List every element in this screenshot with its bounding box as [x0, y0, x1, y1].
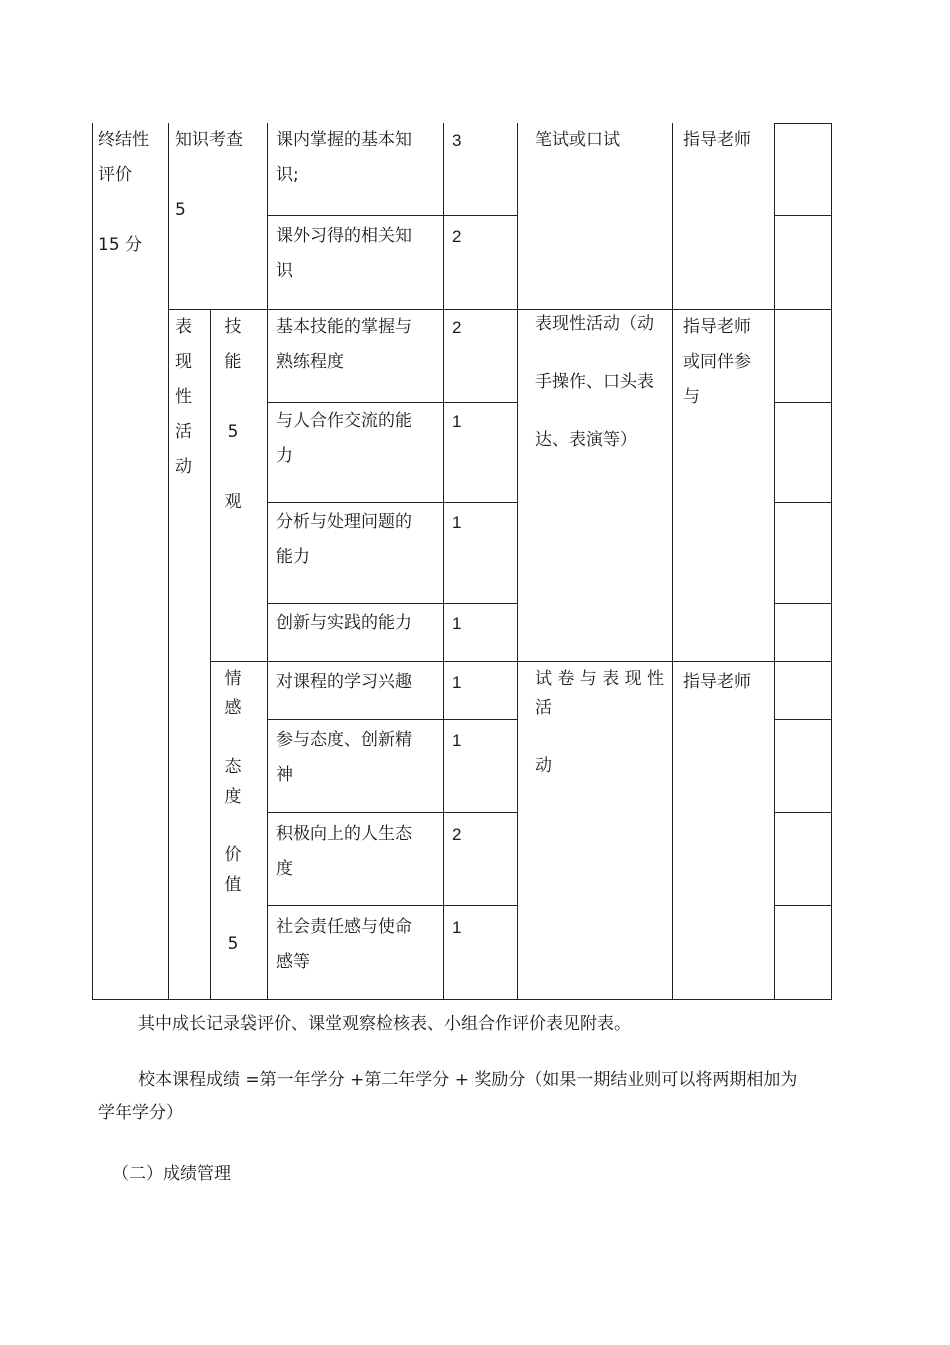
table-row-score: 1: [452, 673, 462, 692]
table-row-content: 创新与实践的能力: [276, 613, 412, 633]
table-row-content: 对课程的学习兴趣: [276, 672, 412, 692]
skills-label: 技 能 5 观: [224, 317, 242, 512]
table-row-content: 课内掌握的基本知 识;: [276, 130, 412, 185]
table-row-score: 1: [452, 918, 462, 937]
table-row-content: 参与态度、创新精 神: [276, 730, 412, 785]
table-row-content: 社会责任感与使命 感等: [276, 917, 412, 972]
table-row-score: 2: [452, 318, 462, 337]
table-row-score: 1: [452, 412, 462, 431]
summative-category-label: 终结性 评价 15 分: [98, 130, 149, 255]
table-row-score: 2: [452, 825, 462, 844]
table-row-score: 1: [452, 614, 462, 633]
table-row-content: 课外习得的相关知 识: [276, 226, 412, 281]
note-paragraph-grade-formula-cont: 学年学分）: [98, 1103, 183, 1123]
attitude-evaluator: 指导老师: [683, 672, 751, 692]
table-row-content: 分析与处理问题的 能力: [276, 512, 412, 567]
table-row-score: 3: [452, 131, 462, 150]
performance-activity-label: 表 现 性 活 动: [175, 317, 192, 477]
knowledge-method: 笔试或口试: [535, 130, 620, 150]
knowledge-evaluator: 指导老师: [683, 130, 751, 150]
table-row-content: 积极向上的人生态 度: [276, 824, 412, 879]
skills-method: 表现性活动（动 手操作、口头表 达、表演等）: [535, 314, 654, 450]
attitude-method: 试 卷 与 表 现 性 活 动: [535, 669, 665, 776]
section-heading: （二）成绩管理: [112, 1164, 231, 1184]
skills-evaluator: 指导老师 或同伴参 与: [683, 317, 751, 407]
knowledge-label: 知识考查 5: [175, 130, 243, 220]
table-row-score: 1: [452, 731, 462, 750]
note-paragraph-grade-formula: 校本课程成绩 =第一年学分 +第二年学分 + 奖励分（如果一期结业则可以将两期相加为: [138, 1070, 798, 1090]
table-row-score: 1: [452, 513, 462, 532]
table-row-score: 2: [452, 227, 462, 246]
attitude-values-label: 情 感 态 度 价 值 5: [224, 669, 242, 954]
table-row-content: 与人合作交流的能 力: [276, 411, 412, 466]
table-row-content: 基本技能的掌握与 熟练程度: [276, 317, 412, 372]
note-paragraph-appendix: 其中成长记录袋评价、课堂观察检核表、小组合作评价表见附表。: [138, 1014, 631, 1034]
